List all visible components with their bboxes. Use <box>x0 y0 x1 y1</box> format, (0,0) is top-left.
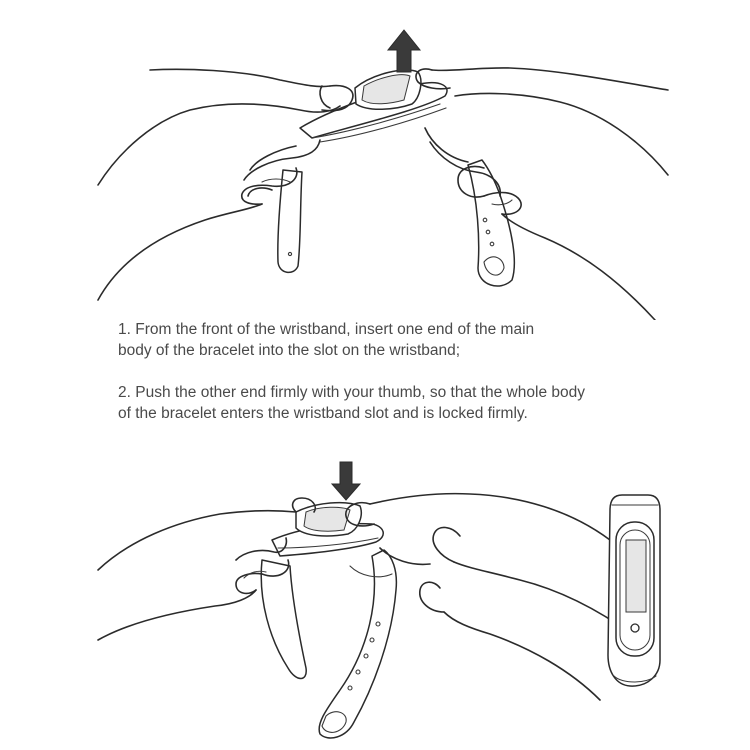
band-button <box>631 624 639 632</box>
instruction-step-2 <box>118 382 638 424</box>
arrow-down-icon <box>332 462 360 500</box>
bottom-wristband-body <box>272 524 383 556</box>
step-2-line-2: of the bracelet enters the wristband slot and is locked firmly. <box>118 405 528 422</box>
step-1-line-2: body of the bracelet into the slot on the wristband; <box>118 342 461 359</box>
bottom-strap-long <box>319 550 396 738</box>
bottom-strap <box>261 560 306 679</box>
bottom-tracker-screen <box>304 507 350 531</box>
instruction-step-1 <box>118 319 638 361</box>
step-2-line-1: 2. Push the other end firmly with your thumb, so that the whole body <box>118 384 585 401</box>
bottom-left-hand <box>98 498 315 640</box>
assembled-band-front-view <box>608 495 660 686</box>
right-hand <box>416 68 668 320</box>
bottom-strap-loop <box>322 712 346 733</box>
right-strap <box>468 160 514 286</box>
step-1-line-1: 1. From the front of the wristband, insert one end of the main <box>118 321 535 338</box>
figure-insert-tracker <box>0 0 750 320</box>
arrow-up-icon <box>388 30 420 72</box>
bottom-right-hand <box>346 494 640 700</box>
band-screen <box>626 540 646 612</box>
left-hand <box>98 69 353 300</box>
bottom-tracker-pod <box>296 503 361 536</box>
